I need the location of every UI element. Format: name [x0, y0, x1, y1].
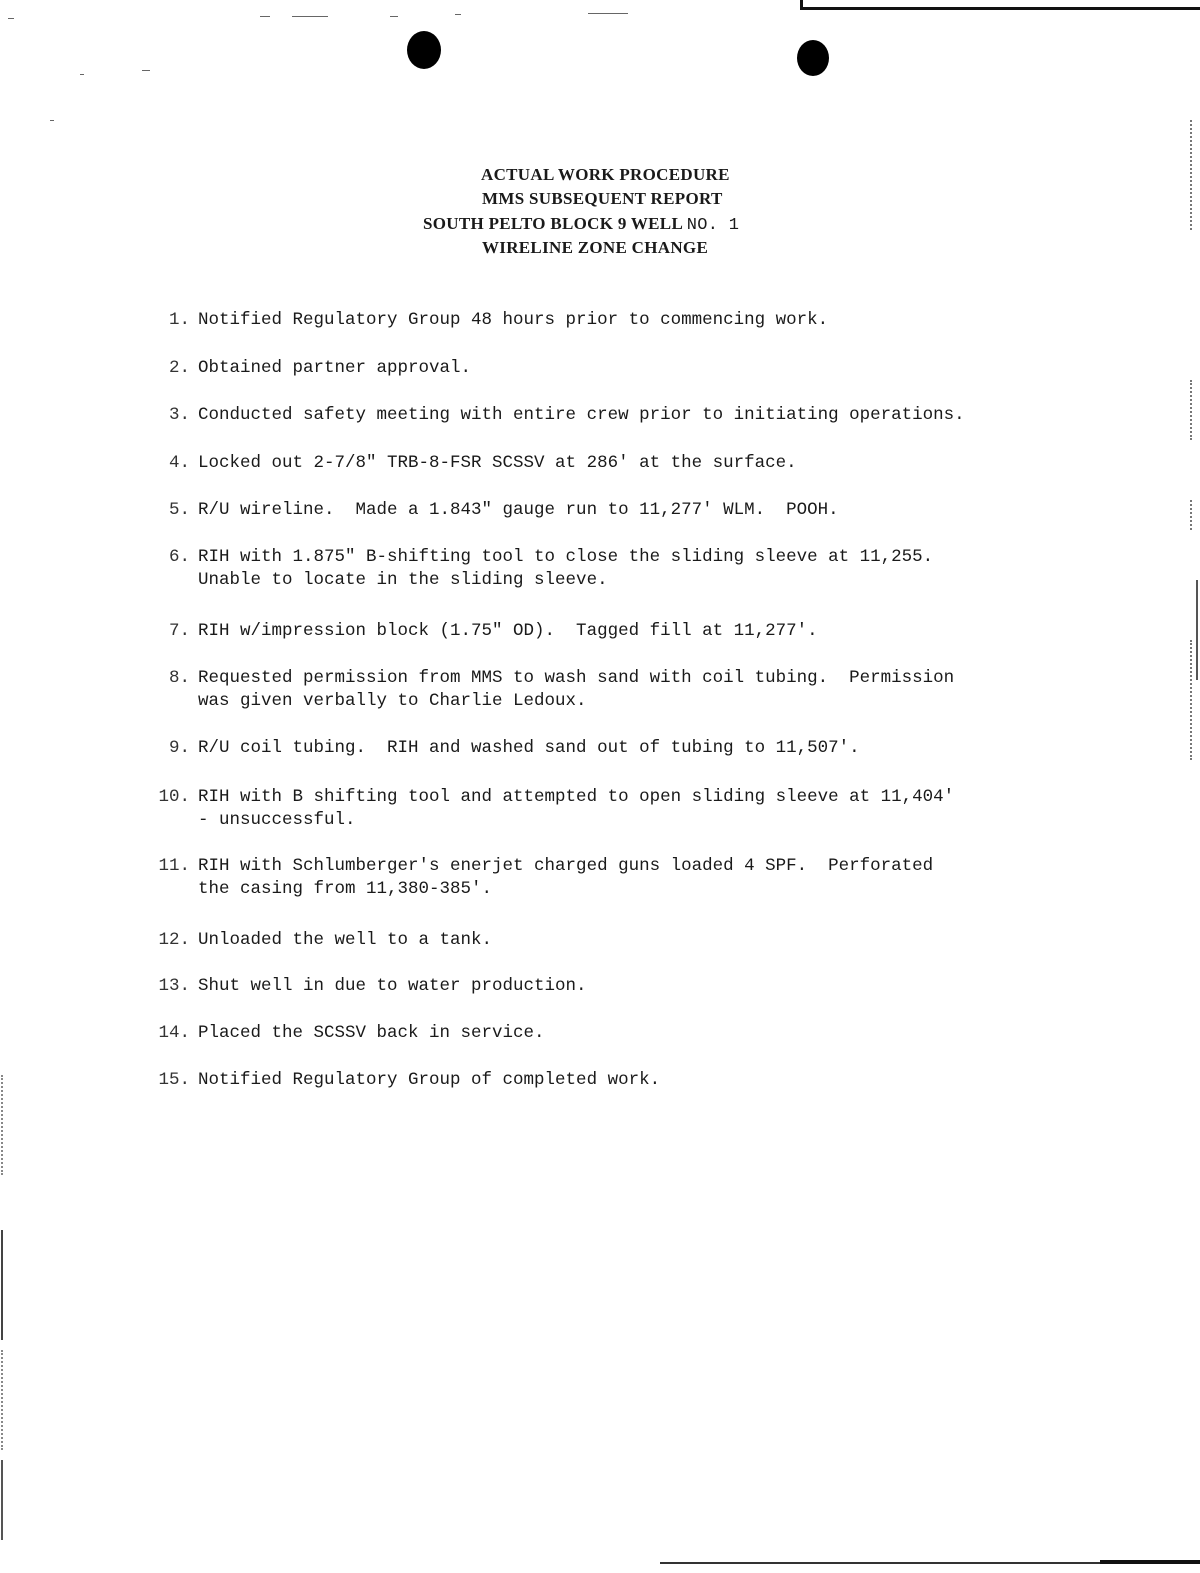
punch-hole-right — [797, 40, 829, 76]
step-number: 15. — [158, 1070, 190, 1090]
step-text: Requested permission from MMS to wash sand with coil tubing. Permission was given verbally to Charlie Ledoux. — [198, 668, 955, 711]
step-text: RIH w/impression block (1.75" OD). Tagged fill at 11,277'. — [198, 621, 818, 641]
header-location-main: SOUTH PELTO BLOCK 9 WELL — [423, 214, 683, 233]
step-text: Shut well in due to water production. — [198, 976, 587, 996]
scan-edge-left-lower — [1, 1230, 3, 1340]
scan-dots-left — [1, 1350, 5, 1450]
step-text: R/U wireline. Made a 1.843" gauge run to 11,277' WLM. POOH. — [198, 500, 839, 520]
scan-speck — [80, 74, 84, 75]
step-text: RIH with 1.875" B-shifting tool to close the sliding sleeve at 11,255. Unable to locate in the sliding sleeve. — [198, 547, 934, 590]
header-location — [423, 212, 739, 238]
step-number: 10. — [158, 787, 190, 807]
scan-speck — [260, 16, 270, 17]
step-number: 11. — [158, 856, 190, 876]
scan-edge-left-bottom — [1, 1460, 3, 1540]
scan-dots-right — [1190, 120, 1194, 230]
header-operation: WIRELINE ZONE CHANGE — [482, 238, 709, 257]
step-number: 12. — [158, 930, 190, 950]
step-text: R/U coil tubing. RIH and washed sand out of tubing to 11,507'. — [198, 738, 860, 758]
scan-speck — [142, 70, 150, 71]
scan-edge-top — [800, 7, 1200, 10]
step-text: Conducted safety meeting with entire crew prior to initiating operations. — [198, 405, 965, 425]
scan-dots-left — [1, 1075, 5, 1175]
step-number: 5. — [168, 500, 190, 520]
scan-speck — [292, 16, 328, 17]
step-text: Notified Regulatory Group 48 hours prior to commencing work. — [198, 310, 829, 330]
step-number: 4. — [168, 453, 190, 473]
scan-speck — [8, 18, 14, 19]
step-number: 2. — [168, 358, 190, 378]
scan-edge-bottom — [660, 1562, 1100, 1564]
scan-speck — [455, 14, 461, 15]
scan-speck — [588, 13, 628, 14]
step-text: Unloaded the well to a tank. — [198, 930, 493, 950]
step-text: Obtained partner approval. — [198, 358, 472, 378]
scan-speck — [50, 120, 54, 121]
step-number: 8. — [168, 668, 190, 688]
step-number: 1. — [168, 310, 190, 330]
scan-dots-right — [1190, 500, 1194, 530]
step-text: Locked out 2-7/8" TRB-8-FSR SCSSV at 286' at the surface. — [198, 453, 797, 473]
step-text: Placed the SCSSV back in service. — [198, 1023, 545, 1043]
scan-speck — [390, 16, 398, 17]
step-number: 14. — [158, 1023, 190, 1043]
scan-dots-right — [1190, 380, 1194, 440]
scan-dots-right — [1190, 640, 1194, 760]
scan-edge-bottom-thick — [1100, 1560, 1200, 1564]
step-number: 7. — [168, 621, 190, 641]
punch-hole-left — [407, 31, 441, 69]
scan-edge-right — [1196, 580, 1198, 680]
step-text: RIH with Schlumberger's enerjet charged guns loaded 4 SPF. Perforated the casing from 11,380-385'. — [198, 856, 934, 899]
step-number: 6. — [168, 547, 190, 567]
step-text: Notified Regulatory Group of completed work. — [198, 1070, 661, 1090]
step-text: RIH with B shifting tool and attempted to open sliding sleeve at 11,404' - unsuccessful. — [198, 787, 955, 830]
step-number: 3. — [168, 405, 190, 425]
step-number: 9. — [168, 738, 190, 758]
scan-edge-tick — [800, 0, 803, 9]
header-subtitle: MMS SUBSEQUENT REPORT — [482, 189, 723, 208]
step-number: 13. — [158, 976, 190, 996]
header-title: ACTUAL WORK PROCEDURE — [481, 165, 730, 184]
header-well-number: NO. 1 — [686, 216, 740, 235]
